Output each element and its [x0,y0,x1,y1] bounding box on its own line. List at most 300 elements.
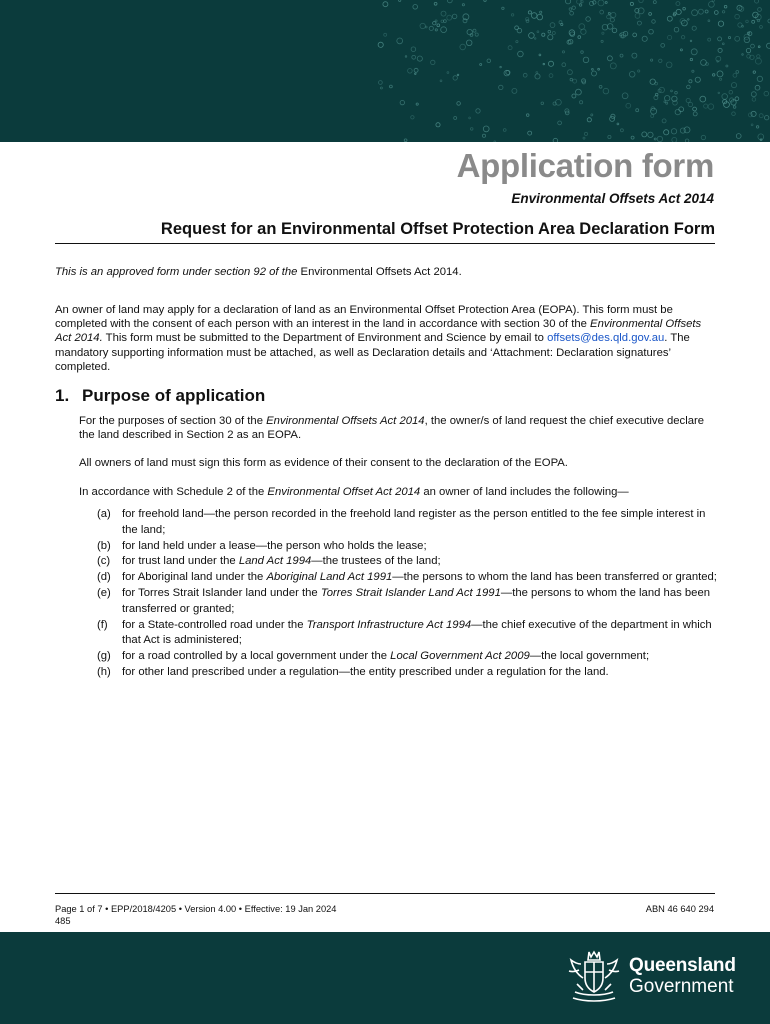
decorative-dot [709,2,715,8]
purpose-paragraph [79,414,719,442]
decorative-dot [620,54,623,57]
email-link[interactable]: offsets@des.qld.gov.au [547,332,665,345]
decorative-dot [755,85,760,90]
decorative-dot [397,38,403,44]
decorative-dot [580,101,583,104]
decorative-dot [746,48,750,52]
decorative-dot [543,63,545,65]
decorative-dot [654,96,658,100]
decorative-dot [400,100,404,104]
decorative-dot [378,42,383,47]
decorative-dot [683,7,686,10]
decorative-dot [701,135,705,139]
decorative-dot [384,33,387,36]
decorative-dot [760,26,763,29]
decorative-dot [720,78,722,80]
decorative-dot [473,29,476,32]
approved-note-act: Environmental Offsets Act 2014. [300,266,462,278]
schedule-paragraph [79,485,719,499]
decorative-dot [648,132,653,137]
footer-line-2: 485 [55,915,71,926]
decorative-dot [700,96,706,102]
section-title: Purpose of application [82,386,266,405]
approved-form-note [55,265,717,279]
decorative-dot [404,139,407,142]
decorative-dot [758,8,762,12]
decorative-dot [469,117,471,119]
decorative-dot [639,0,643,3]
decorative-dot [558,121,562,125]
act-subtitle: Environmental Offsets Act 2014 [511,191,714,206]
decorative-dot [380,87,382,89]
owner-definition-list [97,507,719,681]
decorative-dot [756,126,758,128]
decorative-dot [408,69,413,74]
purpose-act: Environmental Offsets Act 2014 [266,415,425,427]
decorative-dot [570,11,574,15]
decorative-dot [746,20,749,23]
decorative-dot [617,123,619,125]
decorative-dot [539,54,541,56]
decorative-dot [767,43,770,48]
list-item: (a) for freehold land—the person recorded in the freehold land register as the person entitled to the fee simple interest in the land; [97,508,706,536]
decorative-dot [607,24,613,30]
footer-divider [55,893,715,894]
decorative-dot [578,36,581,39]
decorative-dot [680,49,682,51]
decorative-dot [610,18,614,22]
purpose-text-1: For the purposes of section 30 of the [79,415,263,427]
decorative-dot [502,7,504,9]
decorative-dot [607,15,611,19]
header-banner [0,0,770,142]
decorative-dot [675,91,678,94]
decorative-dot [642,36,647,41]
decorative-dot [690,58,692,60]
decorative-dot [556,99,562,105]
decorative-dot [433,22,436,25]
decorative-dot [722,94,728,100]
decorative-dot [603,88,609,94]
decorative-dot [722,11,724,13]
decorative-dot [476,109,480,113]
decorative-dot [607,56,612,61]
decorative-dot [713,74,715,76]
decorative-dot [548,61,553,66]
decorative-dot [665,96,670,101]
decorative-dot [675,109,680,114]
decorative-dot [757,55,760,58]
decorative-dot [587,118,591,122]
decorative-dot [674,27,679,32]
decorative-dot [664,130,669,135]
schedule-act: Environmental Offset Act 2014 [267,486,421,498]
decorative-dot [447,15,452,20]
decorative-dot [689,80,692,83]
decorative-dot [649,29,654,34]
decorative-dot [651,108,657,114]
decorative-dot [718,37,722,41]
decorative-dot [610,63,616,69]
decorative-dot [650,79,655,84]
decorative-dot [693,107,697,111]
decorative-dot [598,0,604,6]
decorative-dot [540,11,542,13]
decorative-dot [405,56,407,58]
decorative-dot [672,137,677,142]
decorative-dot [601,40,603,42]
decorative-dot [586,17,591,22]
decorative-dot [480,64,482,66]
decorative-dot [441,11,446,16]
footer-abn: ABN 46 640 294 [645,904,714,914]
decorative-dot [657,136,662,141]
decorative-dot [751,124,753,126]
decorative-dot [733,74,737,78]
decorative-dot [733,106,736,109]
decorative-dot [708,38,711,41]
decorative-dot [598,68,600,70]
decorative-dot [735,14,740,19]
decorative-dot [735,36,740,41]
approved-note-italic: This is an approved form under section 92 of the [55,266,298,278]
decorative-dot [500,66,502,68]
decorative-dot [535,74,540,79]
decorative-dot [572,6,575,9]
decorative-dot [751,44,755,48]
decorative-dot [562,63,566,67]
decorative-dot [499,85,503,89]
logo-wordmark [629,955,736,997]
decorative-dot [659,59,662,62]
form-title: Request for an Environmental Offset Protection Area Declaration Form [55,220,715,244]
decorative-dot [541,102,544,105]
decorative-dot [436,123,440,127]
decorative-dot [511,14,513,16]
decorative-dot [757,19,759,21]
decorative-dot [708,20,710,22]
decorative-dot [561,23,563,25]
decorative-dot [612,28,617,33]
decorative-dot [548,35,553,40]
decorative-dot [440,80,442,82]
decorative-dot [729,90,733,94]
decorative-dot [680,128,685,133]
decorative-dot [712,0,714,2]
decorative-dot [692,70,694,72]
decorative-dot [608,135,611,138]
decorative-dot [610,116,615,121]
decorative-dot [718,21,723,26]
decorative-dot [654,138,656,140]
decorative-dot [651,115,654,118]
decorative-dot [529,33,535,39]
decorative-dot [753,71,755,73]
page-title: Application form [456,147,714,184]
decorative-dot [662,119,666,123]
decorative-dot [620,129,623,132]
decorative-dot [399,0,401,2]
decorative-dot [581,0,583,2]
list-item: (f) for a State-controlled road under the Transport Infrastructure Act 1994—the chief executive of the department in which that Act is administered; [97,618,712,647]
decorative-dot [487,59,491,63]
decorative-dot [429,26,433,30]
decorative-dot [460,44,466,50]
decorative-dot [602,24,608,30]
decorative-dot [676,2,680,6]
section-number: 1. [55,386,70,405]
decorative-dot [664,101,666,103]
footer-page-info [55,904,336,927]
decorative-dot [470,128,473,131]
decorative-dot [718,92,720,94]
decorative-dot [528,11,531,14]
coat-of-arms-icon [565,948,623,1004]
decorative-dot [755,58,761,64]
decorative-dot [536,72,538,74]
decorative-dot [415,73,417,75]
decorative-dot [475,33,478,36]
decorative-dot [676,9,681,14]
decorative-dot [732,112,736,116]
decorative-dot [718,48,722,52]
decorative-dot [629,72,635,78]
decorative-dot [518,51,524,57]
logo-line-1: Queensland [629,955,736,976]
decorative-dot [757,76,762,81]
decorative-dot [531,13,537,19]
decorative-dot [462,4,464,6]
decorative-dot [414,68,418,72]
decorative-dot [413,5,418,10]
owner-text-2: This form must be submitted to the Department of Environment and Science by email to [105,332,544,345]
owner-act: Environmental Offsets Act 2014. [55,318,702,345]
decorative-dot [632,53,637,58]
decorative-dot [431,60,435,64]
decorative-dot [688,19,690,21]
decorative-dot [638,70,640,72]
decorative-dot [383,2,388,7]
decorative-dot [717,71,723,77]
decorative-dot [705,10,708,13]
decorative-dot [602,32,604,34]
decorative-dot [411,47,416,52]
decorative-dot [690,40,692,42]
decorative-dot [698,9,703,14]
decorative-dot [667,16,672,21]
decorative-dot [653,1,656,4]
all-owners-paragraph: All owners of land must sign this form as evidence of their consent to the declaration of the EOPA. [79,457,568,469]
list-item: (e) for Torres Strait Islander land under the Torres Strait Islander Land Act 1991—the persons to whom the land has been transferred or granted; [97,586,711,615]
decorative-dot [742,54,744,56]
decorative-dot [666,62,672,68]
decorative-dot [548,30,551,33]
decorative-dot [726,65,728,67]
decorative-dot [484,0,486,1]
list-item: (b) for land held under a lease—the person who holds the lease; [97,539,427,552]
decorative-dot [622,93,628,99]
logo-line-2: Government [629,976,734,997]
decorative-dot [671,129,676,134]
decorative-dot [447,0,452,3]
decorative-dot [483,126,489,132]
decorative-dot [620,34,622,36]
decorative-dot [583,57,589,63]
decorative-dot [630,2,633,5]
decorative-dot [552,32,555,35]
decorative-dot [420,23,425,28]
decorative-dot [494,141,496,142]
decorative-dot [751,92,756,97]
decorative-dot [668,35,672,39]
decorative-dot [452,14,457,19]
decorative-dot [661,44,665,48]
decorative-dot [411,116,414,119]
decorative-dot [681,36,684,39]
owner-text-3: . The mandatory supporting information must be attached, as well as Declaration details and ‘Attachment: Declaration signatures’ completed. [55,332,690,373]
decorative-dot [651,59,653,61]
list-item: (h) for other land prescribed under a regulation—the entity prescribed under a regulation for the land. [97,665,609,678]
decorative-dot [765,116,769,120]
decorative-dot [748,113,752,117]
decorative-dot [591,114,593,116]
decorative-dot [592,71,597,76]
decorative-dot [693,112,697,116]
decorative-dot [537,14,543,20]
decorative-dot [412,55,416,59]
decorative-dot [417,56,422,61]
decorative-dot [652,20,656,24]
decorative-dot [599,85,602,88]
decorative-dot [515,26,519,30]
decorative-dot [390,85,393,88]
decorative-dot [508,46,512,50]
decorative-dot [566,0,571,4]
decorative-dot [573,79,577,83]
list-item: (c) for trust land under the Land Act 1994—the trustees of the land; [97,555,441,568]
decorative-dot [467,29,472,34]
decorative-dot [600,10,604,14]
decorative-dot [692,10,698,16]
decorative-dot [523,73,527,77]
decorative-dot [569,8,572,11]
decorative-dot [701,60,707,66]
decorative-dot [534,38,536,40]
decorative-dot [738,23,742,27]
decorative-dot [457,102,461,106]
decorative-dot [466,40,472,46]
queensland-government-logo [565,948,736,1004]
decorative-dot [605,2,607,4]
decorative-dot [764,91,769,96]
decorative-dot [688,102,692,106]
section-heading [55,386,265,406]
decorative-dot [562,51,564,53]
decorative-dot [659,87,664,92]
decorative-dot [581,51,584,54]
decorative-dot [636,109,639,112]
decorative-dot [576,89,582,95]
list-item: (g) for a road controlled by a local government under the Local Government Act 2009—the local government; [97,650,650,663]
decorative-dot [704,104,708,108]
decorative-dot [679,107,684,112]
decorative-dot [671,90,673,92]
decorative-dot [685,139,689,142]
decorative-dot [435,29,437,31]
decorative-dot [752,98,756,102]
decorative-dot [735,97,739,101]
decorative-dot [567,70,572,75]
decorative-dot [649,13,652,16]
decorative-dot [550,23,555,28]
decorative-dot [708,104,714,110]
decorative-dot [584,132,587,135]
decorative-dot [437,24,440,27]
decorative-dot [631,136,634,139]
decorative-dot [503,129,506,132]
decorative-dot [633,33,637,37]
decorative-dot [553,138,558,142]
decorative-dot [736,134,741,139]
decorative-dot [752,20,755,23]
decorative-dot [758,46,760,48]
decorative-dot [379,81,383,85]
schedule-text-2: an owner of land includes the following— [423,486,629,498]
decorative-dot [686,98,690,102]
decorative-dot [722,43,724,45]
decorative-dot [526,18,529,21]
decorative-dot [482,134,485,137]
decorative-dot [441,27,447,33]
decorative-dot [611,12,616,17]
decorative-dot [728,37,730,39]
decorative-dot [441,20,444,23]
decorative-dot [416,103,418,105]
decorative-dot [537,31,539,33]
schedule-text-1: In accordance with Schedule 2 of the [79,486,265,498]
decorative-dot [687,85,691,89]
decorative-dot [579,24,585,30]
decorative-dot [635,14,640,19]
owner-instructions [55,303,717,374]
decorative-dot [666,102,668,104]
decorative-dot [759,114,763,118]
owner-text-1: An owner of land may apply for a declaration of land as an Environmental Offset Protection Area (EOPA). This form must be completed with the consent of each person with an interest in the land in accordance with section 30 of the [55,304,673,331]
decorative-dot [691,49,697,55]
decorative-dot [457,74,459,76]
decorative-dot [637,21,641,25]
decorative-dot [512,88,517,93]
decorative-dot [572,94,576,98]
decorative-dot [724,5,727,8]
decorative-dot [453,76,457,80]
decorative-dot [695,77,700,82]
decorative-dot [608,12,610,14]
decorative-dot [434,2,437,5]
decorative-dot [447,72,449,74]
decorative-dot [583,137,585,139]
decorative-dot [516,41,518,43]
decorative-dot [592,68,594,70]
decorative-dot-pattern [0,0,770,142]
decorative-dot [736,71,739,74]
decorative-dot [626,103,631,108]
decorative-dot [642,132,647,137]
list-item: (d) for Aboriginal land under the Aboriginal Land Act 1991—the persons to whom the land has been transferred or granted; [97,571,717,584]
purpose-text-2: , the owner/s of land request the chief executive declare the land described in Section 2 as an EOPA. [79,415,705,442]
decorative-dot [528,131,532,135]
decorative-dot [692,26,696,30]
